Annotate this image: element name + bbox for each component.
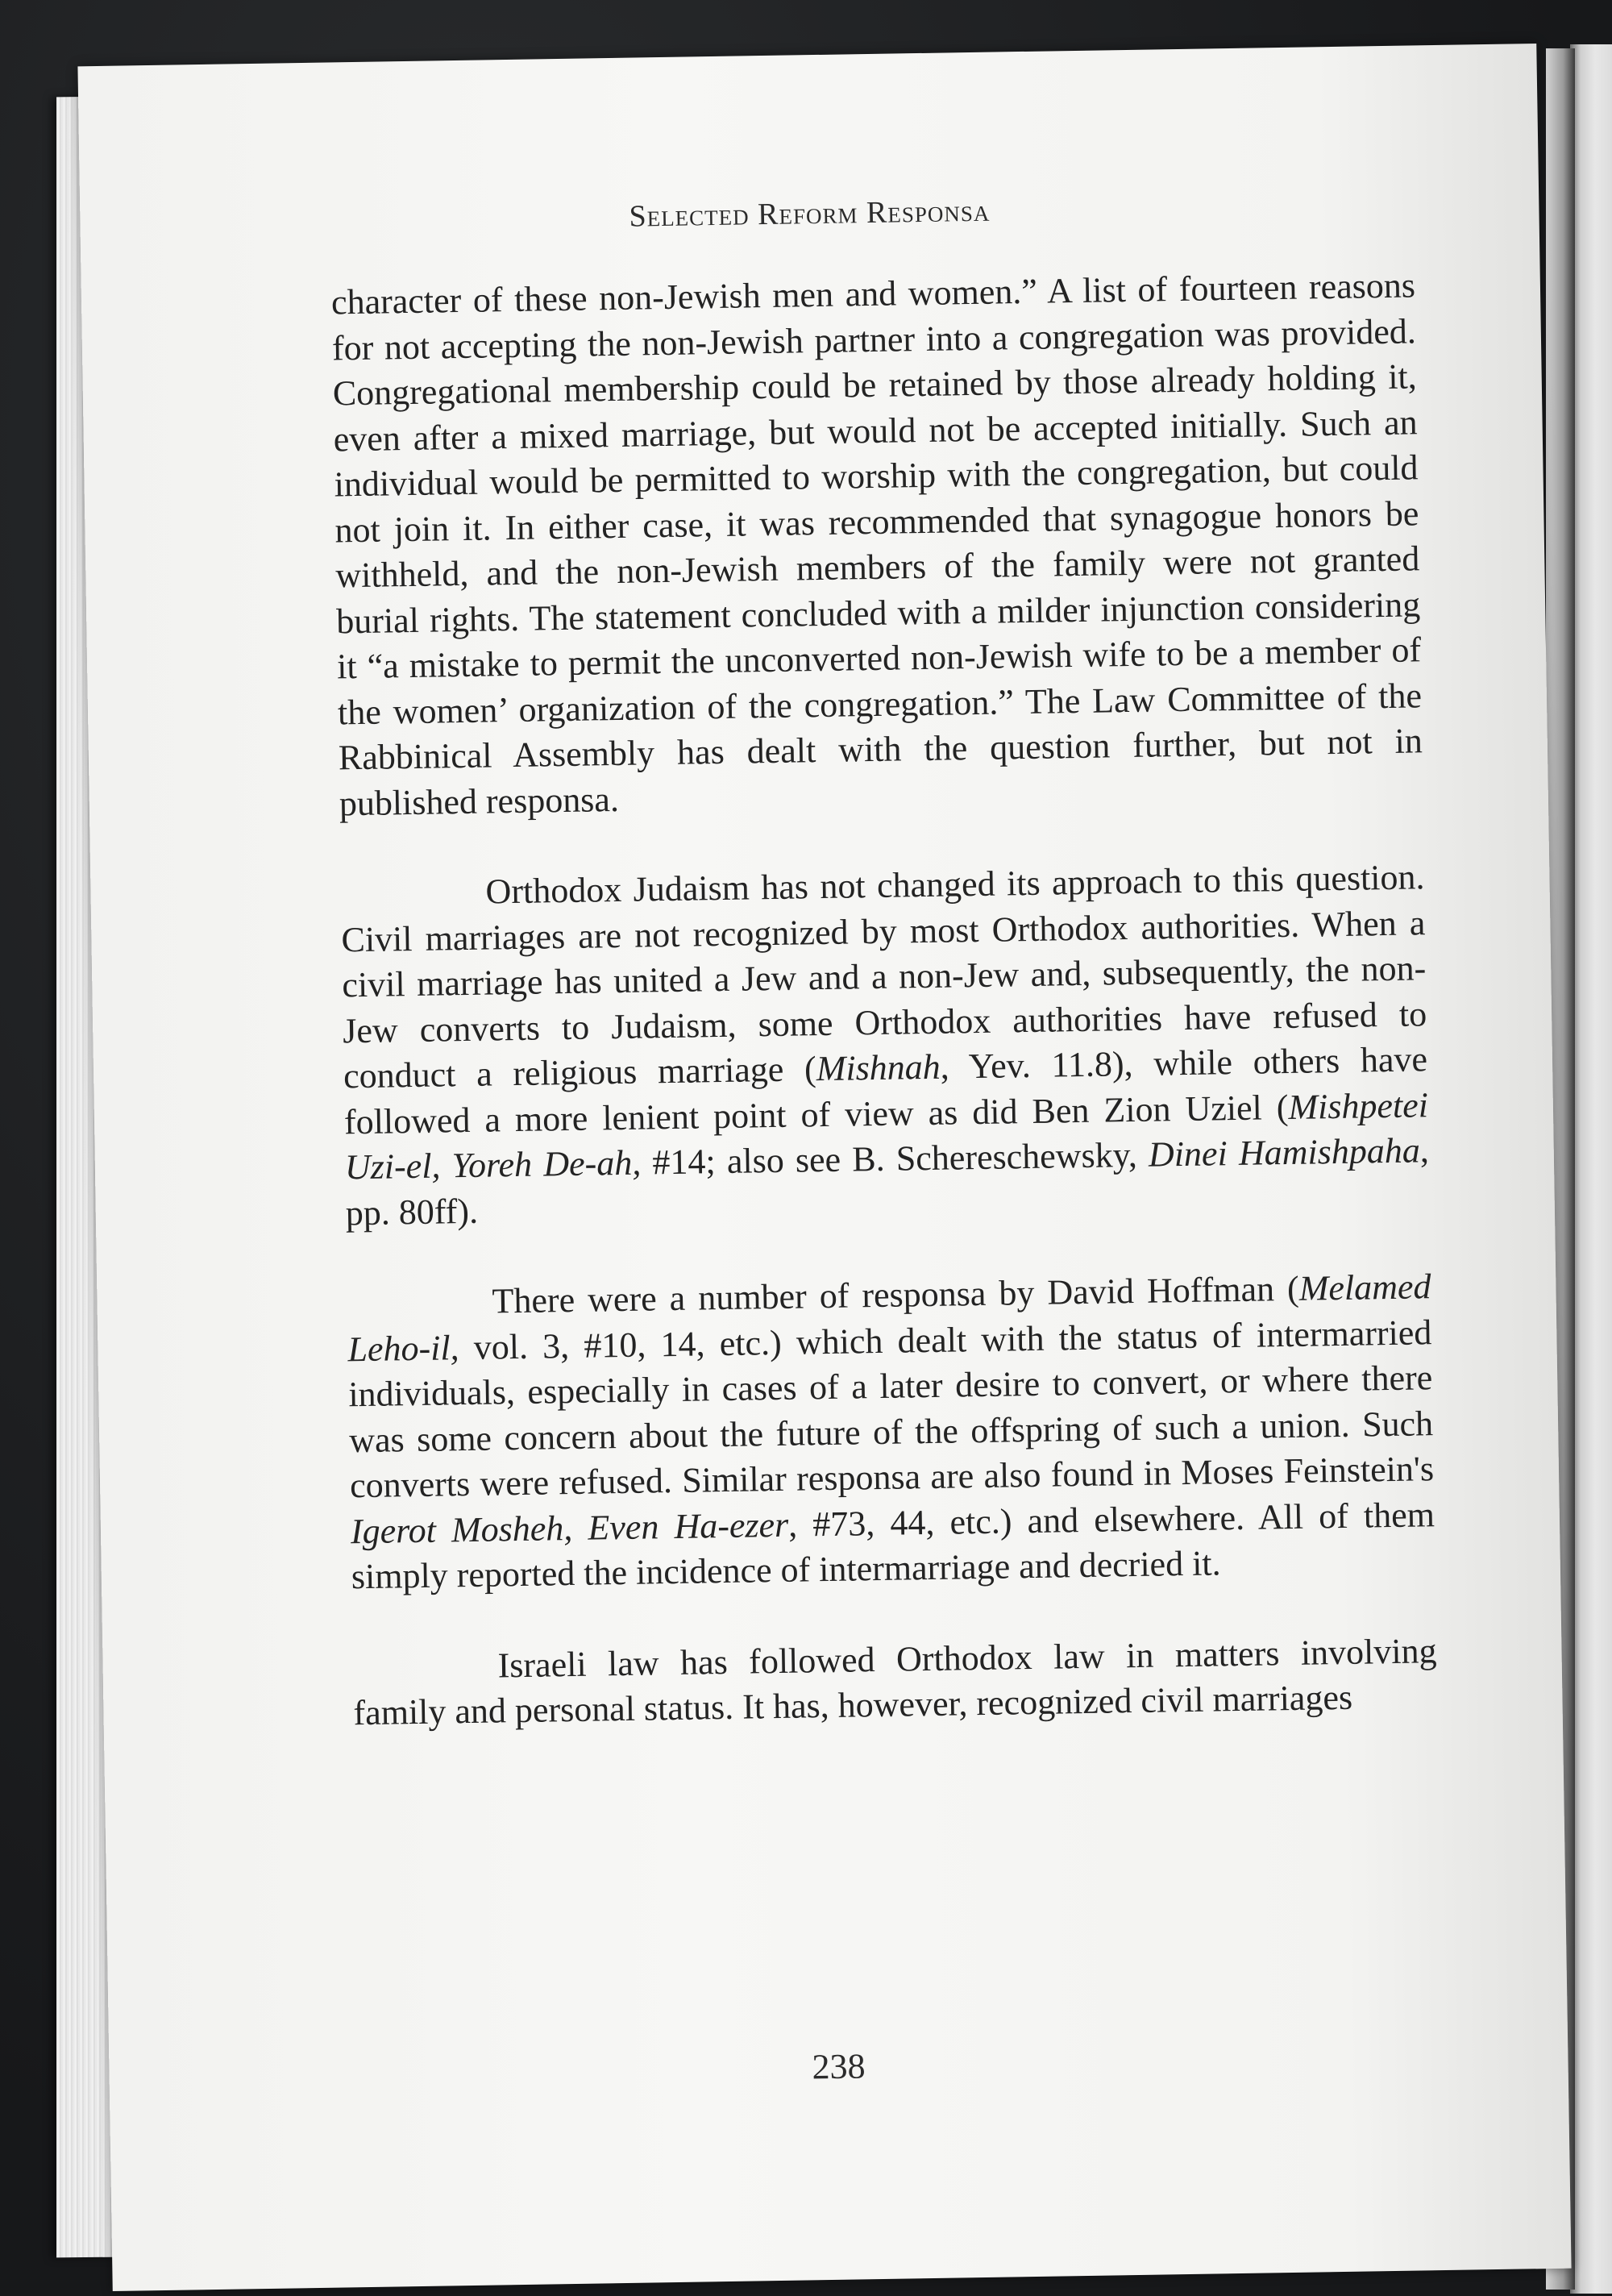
page-number: 238 [812,2046,866,2087]
paragraph-3 [347,1264,1435,1600]
paragraph-2 [340,855,1430,1236]
running-head: Selected Reform Responsa [629,193,991,234]
p4-segment-1: Israeli law has followed Orthodox law in matters involving family and personal status. It has, however, recognized civil marriages [353,1630,1437,1733]
p3-segment-4-italic: Igerot Mosheh, Even Ha-ezer [350,1504,789,1551]
p2-segment-3: , Yev. 11.8), while others have followed a more lenient point of view as did Ben Zion Uziel ( [343,1039,1428,1142]
p2-segment-7: , pp. 80ff). [345,1130,1430,1233]
p2-segment-5: #14; also see B. Schereschewsky, [640,1134,1149,1183]
paragraph-1 [331,263,1423,826]
book-page [77,44,1571,2291]
p2-segment-2-italic: Mishnah [816,1046,941,1089]
p3-segment-3: vol. 3, #10, 14, etc.) which dealt with the status of intermarried individuals, especially in cases of a later desire to convert, or where there was some concern about the future of the offspring of such a union. Such converts were refused. Similar responsa are also found in Moses Feinstein's [347,1312,1435,1506]
p2-segment-1: Orthodox Judaism has not changed its approach to this question. Civil marriages are not recognized by most Orthodox authorities. When a civil marriage has united a Jew and a non-Jew and, subsequently, the non-Jew converts to Judaism, some Orthodox authorities have refused to conduct a religious marriage ( [341,857,1427,1096]
p1-segment-1: character of these non-Jewish men and women.” A list of fourteen reasons for not accepting the non-Jewish partner into a congregation was provided. Congregational membership could be retained by those already holding it, even after a mixed marriage, but would not be accepted initially. Such an individual would be permitted to worship with the congregation, but could not join it. In either case, it was recommended that synagogue honors be withheld, and the non-Jewish members of the family were not granted burial rights. The statement concluded with a milder injunction considering it “a mistake to permit the unconverted non-Jewish wife to be a member of the women’ organization of the congregation.” The Law Committee of the Rabbinical Assembly has dealt with the question further, but not in published responsa. [330,265,1423,823]
p3-segment-5: , #73, 44, etc.) and elsewhere. All of them simply reported the incidence of intermarriage and decried it. [351,1494,1435,1597]
p2-segment-4-italic: Mishpetei Uzi-el, Yoreh De-ah, [344,1084,1429,1188]
body-text [331,263,1438,1736]
p3-segment-1: There were a number of responsa by David Hoffman ( [492,1268,1300,1321]
paragraph-4 [352,1628,1438,1737]
p2-segment-6-italic: Dinei Hamishpaha [1148,1130,1421,1175]
p3-segment-2-italic: Melamed Leho-il, [347,1267,1431,1369]
facing-page-edge [1570,44,1612,2294]
